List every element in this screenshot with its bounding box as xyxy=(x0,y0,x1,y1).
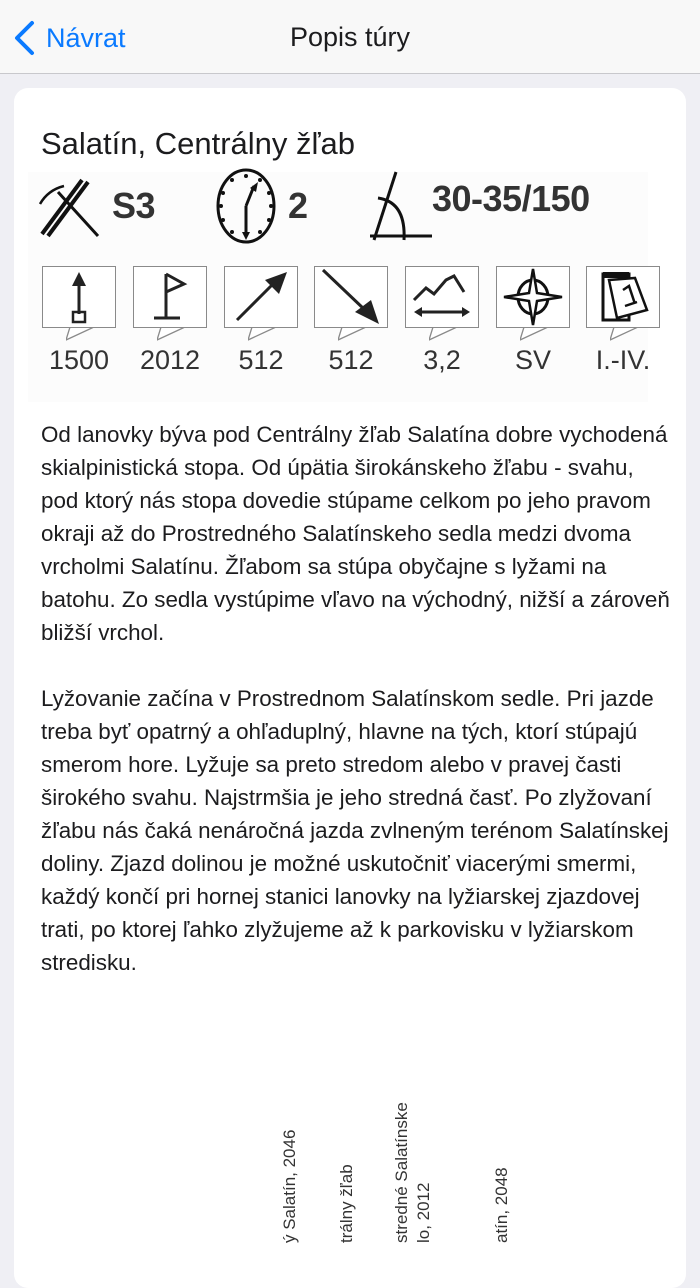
start-altitude-icon xyxy=(59,270,99,324)
tile-value: 512 xyxy=(328,345,374,375)
calendar-icon xyxy=(595,268,651,326)
distance-profile-icon xyxy=(410,272,474,322)
tile-value: 2012 xyxy=(139,345,201,375)
navigation-bar xyxy=(0,0,700,74)
route-label: trálny žľab xyxy=(337,1164,356,1243)
tile-value: SV xyxy=(514,345,552,375)
route-label: atín, 2048 xyxy=(492,1167,511,1243)
descent-arrow-icon xyxy=(319,268,383,326)
tile-season xyxy=(586,266,660,376)
route-label: lo, 2012 xyxy=(414,1182,433,1243)
page-title: Popis túry xyxy=(289,22,411,52)
duration-value: 2 xyxy=(288,185,308,226)
clock-icon xyxy=(214,166,278,246)
compass-icon xyxy=(502,267,564,327)
back-label: Návrat xyxy=(46,22,126,53)
ice-axe-skis-icon xyxy=(38,174,102,238)
tile-start-altitude xyxy=(42,266,116,376)
ascent-arrow-icon xyxy=(231,270,291,324)
duration-stat xyxy=(214,166,308,246)
slope-value: 30-35/150 xyxy=(432,178,590,219)
tile-distance xyxy=(405,266,479,376)
tile-value: 512 xyxy=(238,345,284,375)
tile-value: I.-IV. xyxy=(595,345,651,375)
tile-descent xyxy=(314,266,388,376)
difficulty-stat xyxy=(38,174,155,238)
tour-stats xyxy=(28,172,651,402)
description-paragraph: Lyžovanie začína v Prostrednom Salatínskom sedle. Pri jazde treba byť opatrný a ohľaduplný, hlavne na tých, ktorí stúpajú smerom hore. Lyžuje sa preto stredom alebo v pravej časti širokého svahu. Najstrmšia je jeho stredná časť. Po zlyžovaní žľabu nás čaká nenáročná jazda zvlneným terénom Salatínskej doliny. Zjazd dolinou je možné uskutočniť viacerými smermi, každý končí pri hornej stanici lanovky na lyžiarskej zjazdovej trati, po ktorej ľahko zlyžujeme až k parkovisku v lyžiarskom stredisku. xyxy=(41,686,669,975)
difficulty-value: S3 xyxy=(112,185,156,226)
tile-value: 3,2 xyxy=(423,345,461,375)
description-paragraph: Od lanovky býva pod Centrálny žľab Salatína dobre vychodená skialpinistická stopa. Od úpätia širokánskeho žľabu - svahu, pod ktorý nás stopa dovedie stúpame celkom po jeho pravom okraji až do Prostredného Salatínskeho sedla medzi dvoma vrcholmi Salatínu. Žľabom sa stúpa obyčajne s lyžami na batohu. Zo sedla vystúpime vľavo na východný, nižší a zároveň bližší vrchol. xyxy=(41,422,670,645)
tour-title: Salatín, Centrálny žľab xyxy=(41,126,356,161)
route-label: ý Salatín, 2046 xyxy=(280,1129,299,1243)
tour-description xyxy=(41,418,671,1012)
tile-value: 1500 xyxy=(48,345,110,375)
tile-orientation xyxy=(496,266,570,376)
slope-stat xyxy=(368,168,590,244)
tour-card xyxy=(14,88,686,1288)
summit-flag-icon xyxy=(148,270,192,324)
angle-icon xyxy=(368,168,432,244)
route-label: stredné Salatínske xyxy=(392,1102,411,1243)
route-profile xyxy=(14,1068,686,1268)
tile-summit xyxy=(133,266,207,376)
tile-ascent xyxy=(224,266,298,376)
